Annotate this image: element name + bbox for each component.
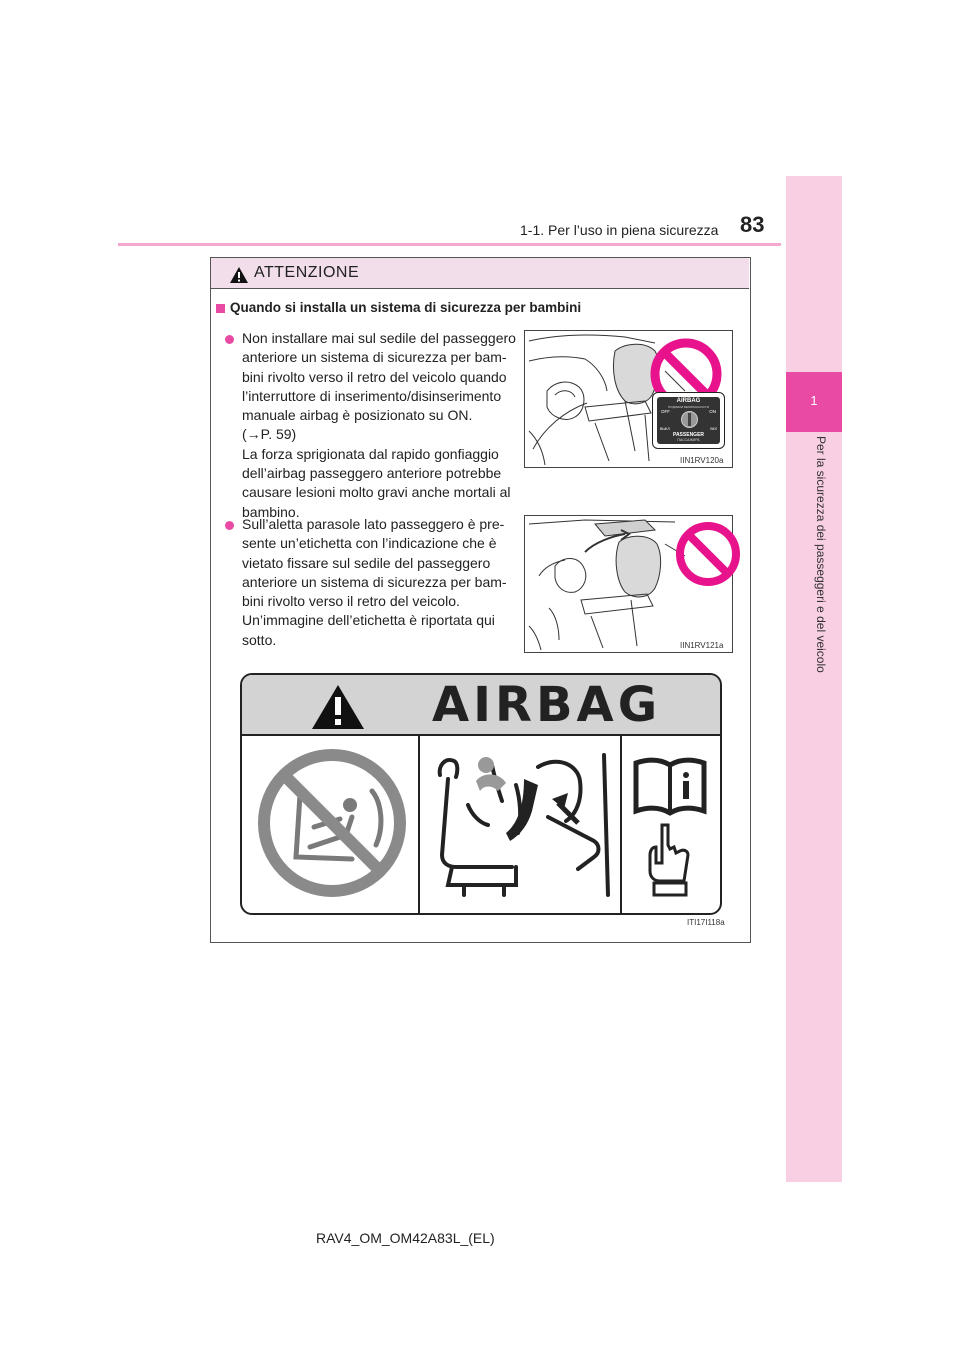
square-bullet-icon bbox=[216, 304, 225, 313]
no-rear-facing-child-seat-icon bbox=[256, 747, 408, 899]
warning-subheading: Quando si installa un sistema di sicurezza per bambini bbox=[230, 300, 582, 315]
page-reference: (→P. 59) bbox=[242, 426, 297, 443]
text-line: sotto. bbox=[242, 631, 277, 648]
bullet-dot-icon bbox=[225, 521, 234, 530]
page-number: 83 bbox=[740, 212, 765, 237]
warning-triangle-icon bbox=[229, 266, 249, 284]
warning-title: ATTENZIONE bbox=[254, 264, 360, 281]
text-line: dell’airbag passeggero anteriore potrebbe bbox=[242, 465, 502, 482]
section-title: 1-1. Per l’uso in piena sicurezza bbox=[520, 222, 719, 238]
switch-panel-face bbox=[657, 397, 720, 444]
read-manual-icon bbox=[632, 751, 708, 903]
text-line: vietato fissare sul sedile del passeggero bbox=[242, 554, 491, 571]
text-line: Sull’aletta parasole lato passeggero è pre- bbox=[242, 516, 505, 532]
text-line: manuale airbag è posizionato su ON. bbox=[242, 407, 473, 424]
switch-subtitle: ПОДУШКИ БЕЗОПАСНОСТИ bbox=[668, 405, 709, 409]
switch-vykl-label: ВЫКЛ bbox=[660, 427, 670, 431]
text-line: Un’immagine dell’etichetta è riportata qui bbox=[242, 612, 495, 629]
airbag-warning-label bbox=[240, 673, 722, 915]
figure-2-label: IIN1RV121a bbox=[680, 641, 724, 650]
label-divider bbox=[620, 735, 622, 913]
text-line: l’interruttore di inserimento/disinserimento bbox=[242, 387, 502, 404]
label-airbag-word: AIRBAG bbox=[432, 677, 662, 733]
bullet-2-text bbox=[242, 515, 516, 650]
switch-on-label: ON bbox=[709, 409, 716, 414]
airbag-switch-panel bbox=[652, 392, 725, 449]
document-code: RAV4_OM_OM42A83L_(EL) bbox=[316, 1230, 495, 1246]
prohibition-icon bbox=[674, 520, 742, 588]
text-line: causare lesioni molto gravi anche mortali al bbox=[242, 484, 511, 501]
switch-off-label: OFF bbox=[661, 409, 670, 414]
text-line: bini rivolto verso il retro del veicolo. bbox=[242, 593, 460, 610]
chapter-title-vertical bbox=[814, 436, 828, 700]
text-line: bini rivolto verso il retro del veicolo quando bbox=[242, 368, 507, 385]
bullet-1-text bbox=[242, 329, 516, 522]
bullet-dot-icon bbox=[225, 335, 234, 344]
chapter-number: 1 bbox=[810, 393, 818, 408]
text-line: bambino. bbox=[242, 503, 300, 520]
airbag-deployment-icon bbox=[428, 745, 612, 905]
text-line: anteriore un sistema di sicurezza per bam- bbox=[242, 573, 507, 590]
figure-3-label: ITI17I118a bbox=[687, 918, 725, 927]
text-line: sente un’etichetta con l’indicazione che è bbox=[242, 535, 497, 552]
switch-passenger-label: PASSENGER bbox=[672, 432, 705, 438]
text-line: Non installare mai sul sedile del passeggero bbox=[242, 330, 516, 346]
switch-airbag-label: AIRBAG bbox=[676, 398, 701, 404]
header-divider bbox=[118, 243, 781, 246]
warning-triangle-icon bbox=[310, 683, 366, 731]
switch-key-slot-icon bbox=[681, 411, 698, 428]
label-divider bbox=[418, 735, 420, 913]
chapter-title: Per la sicurezza dei passeggeri e del veicolo bbox=[814, 436, 828, 673]
figure-1-label: IIN1RV120a bbox=[680, 456, 724, 465]
text-line: anteriore un sistema di sicurezza per bam- bbox=[242, 349, 507, 366]
switch-passenger-ru-label: ПАССАЖИРА bbox=[677, 438, 700, 442]
text-line: La forza sprigionata dal rapido gonfiaggio bbox=[242, 445, 499, 462]
switch-vkl-label: ВКЛ bbox=[710, 427, 717, 431]
